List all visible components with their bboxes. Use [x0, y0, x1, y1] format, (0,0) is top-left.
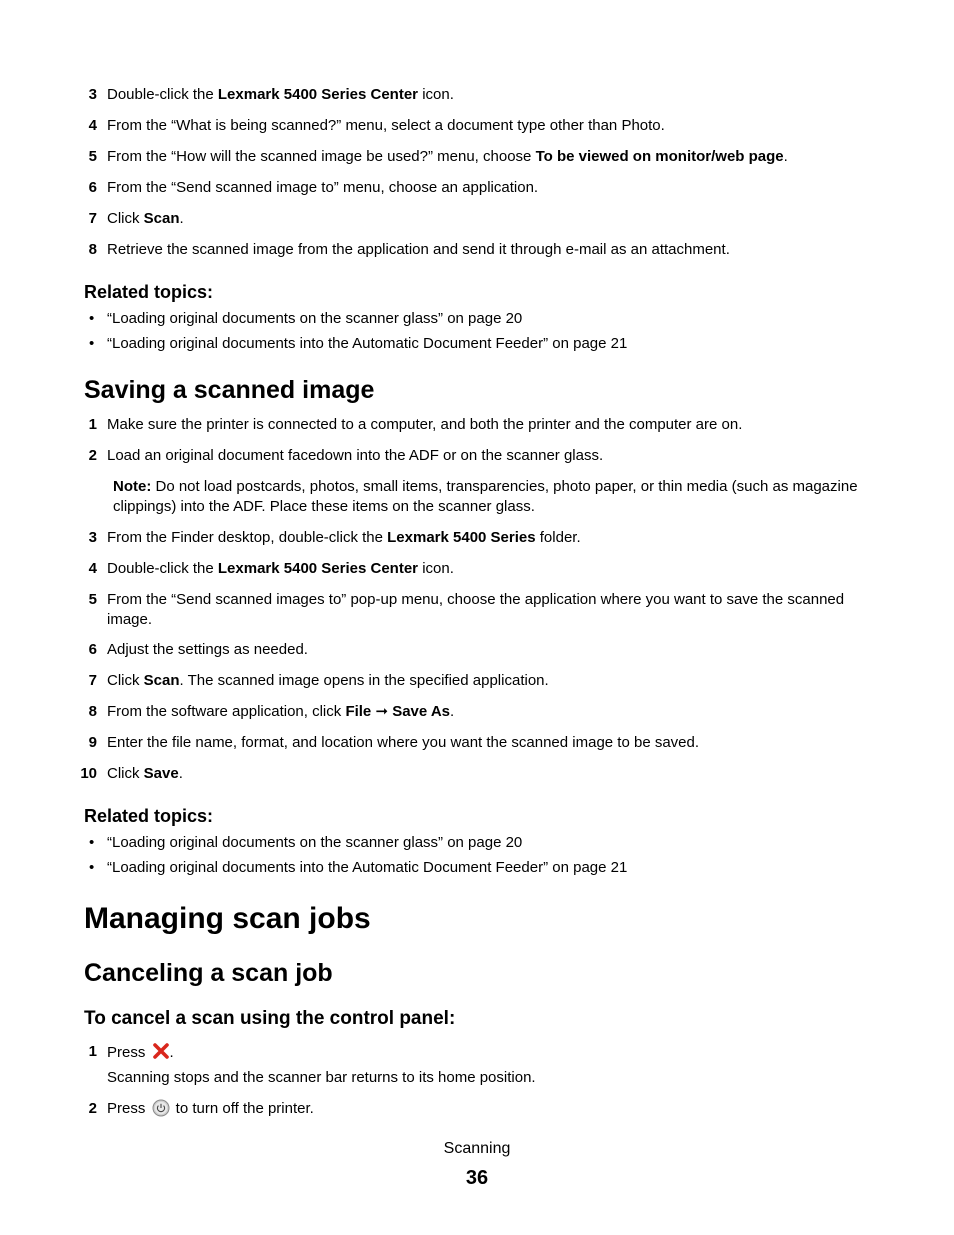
step-number: 6 [88, 641, 97, 658]
step-number: 6 [88, 179, 97, 196]
step-number: 9 [88, 734, 97, 751]
step-number: 1 [88, 1043, 97, 1060]
step-number: 5 [88, 591, 97, 608]
footer-page-number: 36 [465, 1167, 489, 1189]
step-text: Double-click the Lexmark 5400 Series Center icon. [107, 560, 454, 577]
related-topic-link[interactable]: “Loading original documents into the Automatic Document Feeder” on page 21 [107, 335, 628, 352]
step-text: Press . [107, 1042, 877, 1066]
bullet-dot: • [89, 834, 95, 851]
step-text: Click Save. [107, 765, 183, 782]
step-text: From the “What is being scanned?” menu, select a document type other than Photo. [107, 117, 665, 134]
menu-arrow: ➞ [371, 703, 393, 720]
step-number: 2 [88, 1100, 97, 1117]
step-text: Adjust the settings as needed. [107, 641, 308, 658]
step-number: 2 [88, 447, 97, 464]
footer-section-name: Scanning [443, 1140, 511, 1157]
related-topic-link[interactable]: “Loading original documents on the scanner glass” on page 20 [107, 834, 523, 851]
step-text: Click Scan. The scanned image opens in the specified application. [107, 672, 549, 689]
bullet-dot: • [89, 859, 95, 876]
step-text: From the “Send scanned image to” menu, choose an application. [107, 179, 539, 196]
related-topics-heading: Related topics: [84, 282, 214, 302]
section-heading-canceling: Canceling a scan job [84, 959, 333, 987]
cancel-step-1-result: Scanning stops and the scanner bar returns to its home position. [107, 1069, 536, 1086]
step-text: Load an original document facedown into the ADF or on the scanner glass. [107, 447, 604, 464]
step-text: From the software application, click File ➞ Save As. [107, 703, 455, 720]
step-text: From the Finder desktop, double-click the Lexmark 5400 Series folder. [107, 529, 581, 546]
related-topic-link[interactable]: “Loading original documents into the Automatic Document Feeder” on page 21 [107, 859, 628, 876]
subsection-heading-control-panel: To cancel a scan using the control panel: [84, 1008, 456, 1029]
step-number: 7 [88, 210, 97, 227]
step-number: 4 [88, 117, 97, 134]
step-text: From the “How will the scanned image be used?” menu, choose To be viewed on monitor/web page. [107, 148, 788, 165]
step-number: 3 [88, 529, 97, 546]
cancel-x-icon [152, 1042, 170, 1066]
note-block [113, 477, 878, 517]
step-text: Make sure the printer is connected to a computer, and both the printer and the computer are on. [107, 416, 743, 433]
bullet-dot: • [89, 310, 95, 327]
step-text: Click Scan. [107, 210, 184, 227]
related-topics-heading: Related topics: [84, 806, 214, 826]
step-text: Enter the file name, format, and location where you want the scanned image to be saved. [107, 734, 700, 751]
step-number: 3 [88, 86, 97, 103]
step-text: Double-click the Lexmark 5400 Series Center icon. [107, 86, 454, 103]
step-number: 1 [88, 416, 97, 433]
step-text: From the “Send scanned images to” pop-up menu, choose the application where you want to save the scanned image. [107, 591, 845, 628]
step-number: 4 [88, 560, 97, 577]
section-heading-saving: Saving a scanned image [84, 376, 375, 404]
bullet-dot: • [89, 335, 95, 352]
step-text: Retrieve the scanned image from the application and send it through e-mail as an attachment. [107, 241, 730, 258]
step-number: 10 [80, 765, 97, 782]
power-button-icon [152, 1099, 170, 1123]
step-text: Press to turn off the printer. [107, 1099, 877, 1123]
chapter-heading-managing: Managing scan jobs [84, 902, 371, 935]
note-label: Note: [113, 478, 152, 495]
step-number: 8 [88, 241, 97, 258]
related-topic-link[interactable]: “Loading original documents on the scanner glass” on page 20 [107, 310, 523, 327]
step-number: 5 [88, 148, 97, 165]
step-number: 7 [88, 672, 97, 689]
note-text: Do not load postcards, photos, small items, transparencies, photo paper, or thin media (such as magazine clippings) into the ADF. Place these items on the scanner glass. [113, 478, 858, 515]
step-number: 8 [88, 703, 97, 720]
